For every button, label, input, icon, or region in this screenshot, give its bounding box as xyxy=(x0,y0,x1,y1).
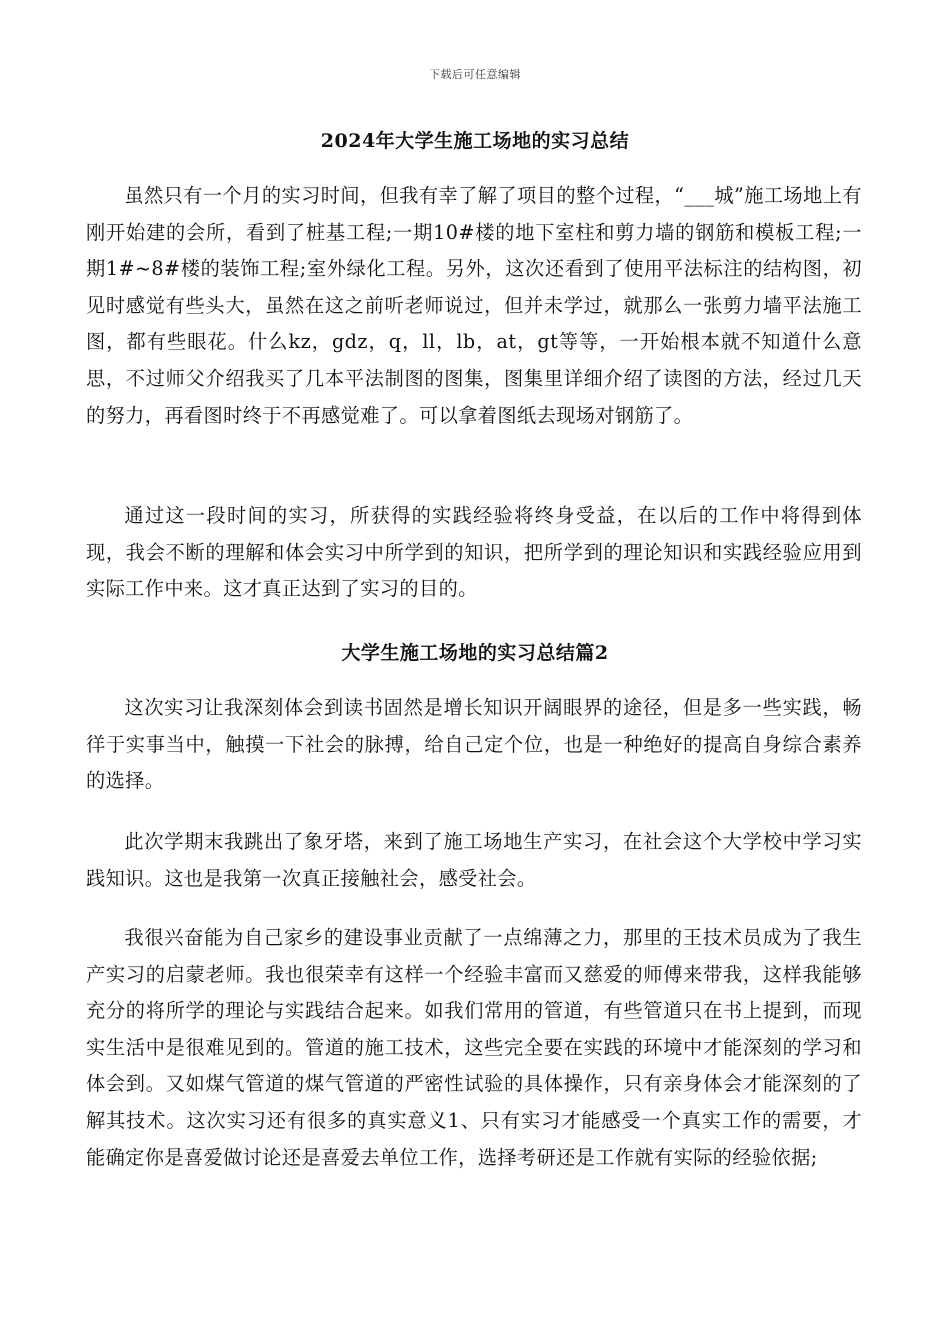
section2-title: 大学生施工场地的实习总结篇2 xyxy=(341,642,609,664)
page-header-note: 下载后可任意编辑 xyxy=(429,68,521,81)
section1-paragraph-2: 通过这一段时间的实习，所获得的实践经验将终身受益，在以后的工作中将得到体现，我会不断的理解和体会实习中所学到的知识，把所学到的理论知识和实践经验应用到实际工作中来。这才真正达到了实习的目的。 xyxy=(86,504,862,601)
section2-paragraph-2: 此次学期末我跳出了象牙塔，来到了施工场地生产实习，在社会这个大学校中学习实践知识。这也是我第一次真正接触社会，感受社会。 xyxy=(86,830,862,890)
section1-title: 2024年大学生施工场地的实习总结 xyxy=(320,130,630,152)
section2-paragraph-3: 我很兴奋能为自己家乡的建设事业贡献了一点绵薄之力，那里的王技术员成为了我生产实习的启蒙老师。我也很荣幸有这样一个经验丰富而又慈爱的师傅来带我，这样我能够充分的将所学的理论与实践结合起来。如我们常用的管道，有些管道只在书上提到，而现实生活中是很难见到的。管道的施工技术，这些完全要在实践的环境中才能深刻的学习和体会到。又如煤气管道的煤气管道的严密性试验的具体操作，只有亲身体会才能深刻的了解其技术。这次实习还有很多的真实意义1、只有实习才能感受一个真实工作的需要，才能确定你是喜爱做讨论还是喜爱去单位工作，选择考研还是工作就有实际的经验依据; xyxy=(86,926,862,1169)
section2-paragraph-1: 这次实习让我深刻体会到读书固然是增长知识开阔眼界的途径，但是多一些实践，畅徉于实事当中，触摸一下社会的脉搏，给自己定个位，也是一种绝好的提高自身综合素养的选择。 xyxy=(86,696,862,793)
section1-paragraph-1: 虽然只有一个月的实习时间，但我有幸了解了项目的整个过程，“___城”施工场地上有刚开始建的会所，看到了桩基工程;一期10#楼的地下室柱和剪力墙的钢筋和模板工程;一期1#~8#楼的装饰工程;室外绿化工程。另外，这次还看到了使用平法标注的结构图，初见时感觉有些头大，虽然在这之前听老师说过，但并未学过，就那么一张剪力墙平法施工图，都有些眼花。什么kz，gdz，q，ll，lb，at，gt等等，一开始根本就不知道什么意思，不过师父介绍我买了几本平法制图的图集，图集里详细介绍了读图的方法，经过几天的努力，再看图时终于不再感觉难了。可以拿着图纸去现场对钢筋了。 xyxy=(86,184,862,427)
